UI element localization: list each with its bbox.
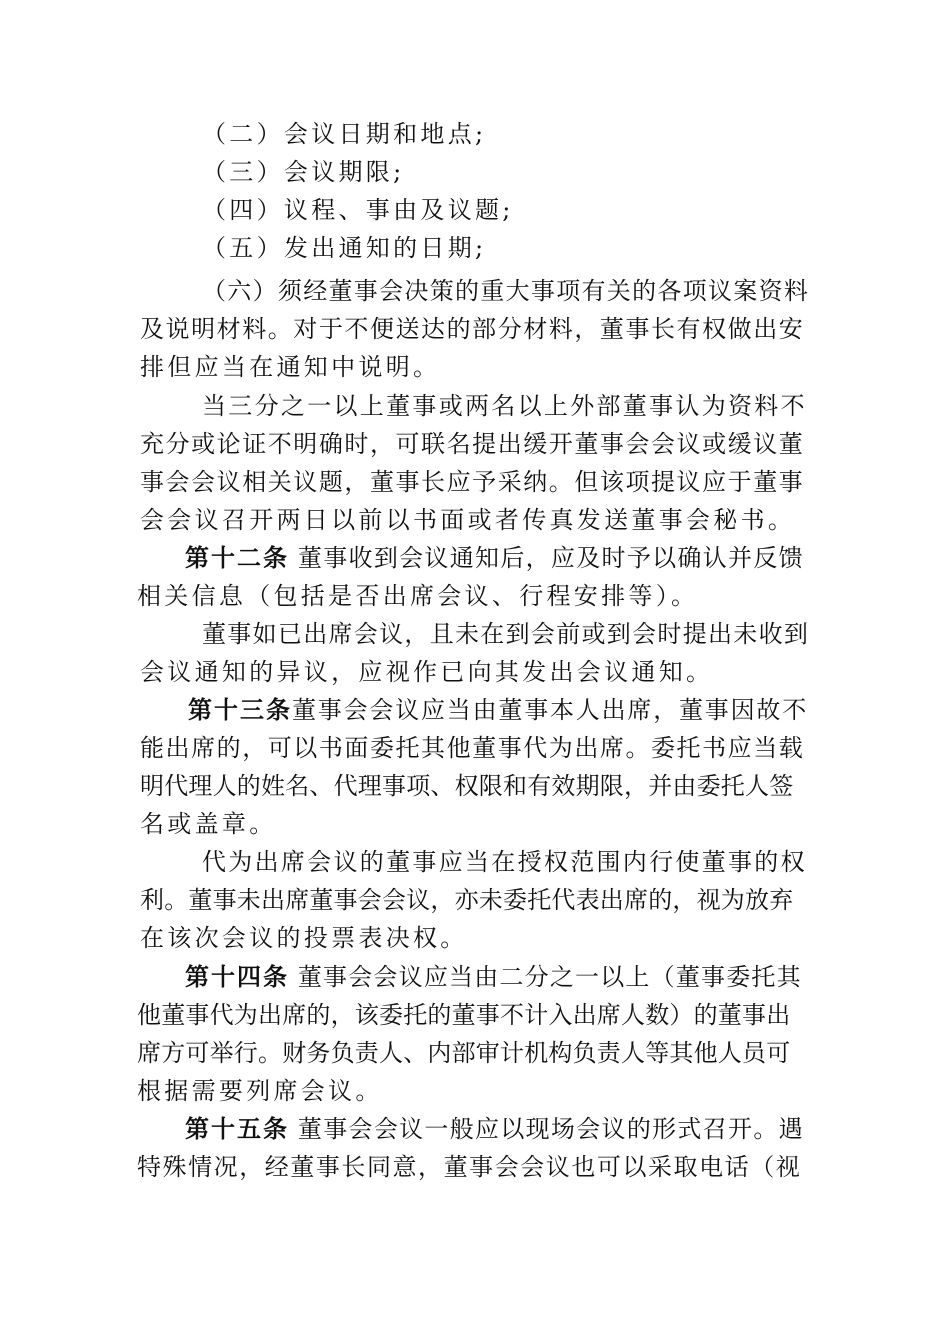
article-first-line <box>137 1110 805 1148</box>
list-item: （五）发出通知的日期; <box>202 234 487 262</box>
article-text: 董事会会议应当由董事本人出席，董事因故不 <box>292 696 808 724</box>
article-12-paragraph-2 <box>140 615 808 691</box>
article-text: 董事收到会议通知后，应及时予以确认并反馈 <box>289 544 804 572</box>
paragraph-line: 特殊情况，经董事长同意，董事会会议也可以采取电话（视 <box>137 1153 802 1181</box>
paragraph-line: 明代理人的姓名、代理事项、权限和有效期限，并由委托人签 <box>140 772 794 800</box>
paragraph-line: 排但应当在通知中说明。 <box>140 353 441 381</box>
notice-item-six <box>140 272 808 386</box>
paragraph-line: 代为出席会议的董事应当在授权范围内行使董事的权 <box>202 848 807 876</box>
paragraph-line: 能出席的，可以书面委托其他董事代为出席。委托书应当载 <box>140 734 805 762</box>
paragraph-line: 名或盖章。 <box>140 810 277 838</box>
article-13-paragraph-2 <box>140 843 808 957</box>
article-first-line <box>137 539 805 577</box>
paragraph-line: （六）须经董事会决策的重大事项有关的各项议案资料 <box>202 277 810 305</box>
paragraph-line: 充分或论证不明确时，可联名提出缓开董事会会议或缓议董 <box>140 430 805 458</box>
article-text: 董事会会议应当由二分之一以上（董事委托其 <box>289 963 802 991</box>
paragraph-line: 董事如已出席会议，且未在到会前或到会时提出未收到 <box>202 620 810 648</box>
article-15 <box>137 1110 805 1186</box>
notice-items-list <box>140 115 808 267</box>
article-heading: 第十五条 <box>185 1115 289 1143</box>
list-item: （四）议程、事由及议题; <box>202 196 514 224</box>
paragraph-line: 当三分之一以上董事或两名以上外部董事认为资料不 <box>202 392 807 420</box>
article-13 <box>140 691 808 843</box>
paragraph-line: 事会会议相关议题，董事长应予采纳。但该项提议应于董事 <box>140 468 805 496</box>
paragraph-deferral <box>140 387 808 539</box>
paragraph-line: 席方可举行。财务负责人、内部审计机构负责人等其他人员可 <box>137 1039 791 1067</box>
paragraph-line: 他董事代为出席的，该委托的董事不计入出席人数）的董事出 <box>137 1001 791 1029</box>
paragraph-line: 相关信息（包括是否出席会议、行程安排等）。 <box>137 582 699 610</box>
paragraph-line: 利。董事未出席董事会会议，亦未委托代表出席的，视为放弃 <box>140 886 794 914</box>
article-heading: 第十三条 <box>188 696 292 724</box>
article-12 <box>137 539 805 615</box>
article-heading: 第十二条 <box>185 544 289 572</box>
article-14 <box>137 958 805 1110</box>
paragraph-line: 在该次会议的投票表决权。 <box>140 924 468 952</box>
paragraph-line: 会会议召开两日以前以书面或者传真发送董事会秘书。 <box>140 506 796 534</box>
article-text: 董事会会议一般应以现场会议的形式召开。遇 <box>289 1115 804 1143</box>
list-item: （二）会议日期和地点; <box>202 120 487 148</box>
article-heading: 第十四条 <box>185 963 289 991</box>
list-item: （三）会议期限; <box>202 158 405 186</box>
article-first-line <box>137 958 805 996</box>
paragraph-line: 及说明材料。对于不便送达的部分材料，董事长有权做出安 <box>140 315 805 343</box>
paragraph-line: 会议通知的异议，应视作已向其发出会议通知。 <box>140 658 714 686</box>
paragraph-line: 根据需要列席会议。 <box>137 1077 383 1105</box>
article-first-line <box>140 691 808 729</box>
